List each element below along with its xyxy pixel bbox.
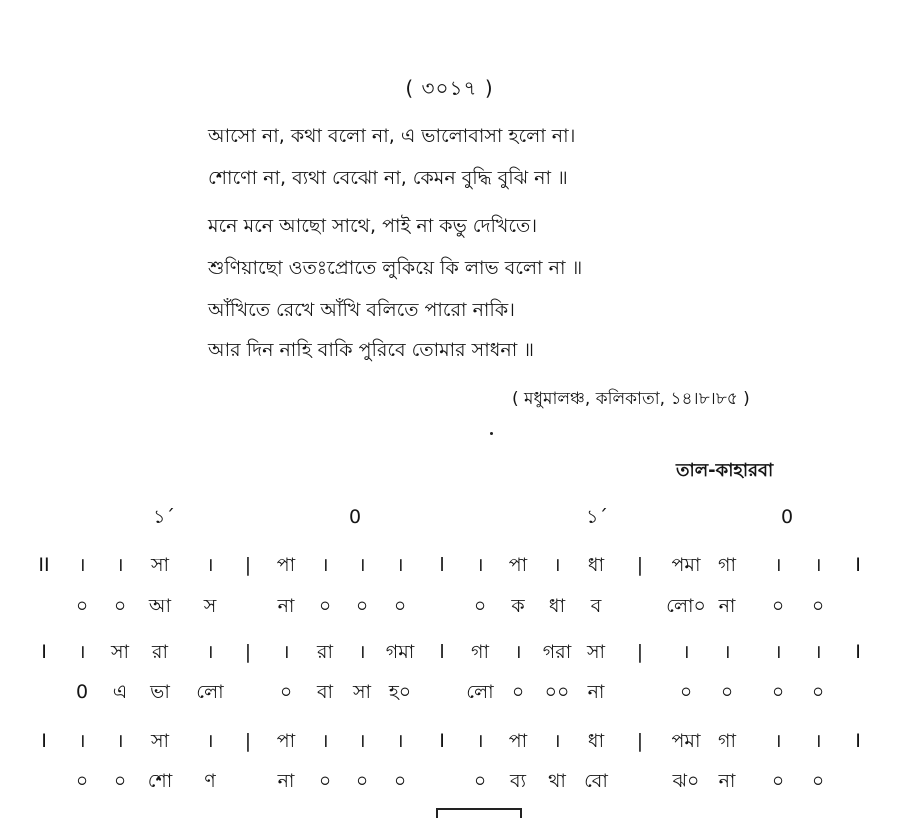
lyric-syllable: বা xyxy=(316,681,334,703)
swara-cell: । xyxy=(396,554,404,576)
lyric-syllable: ০ xyxy=(318,770,332,792)
swara-cell: । xyxy=(814,730,822,752)
lyric-syllable: ০ xyxy=(75,595,89,617)
lyric-syllable: ০ xyxy=(720,681,734,703)
swara-cell: গরা xyxy=(542,641,572,663)
swara-cell: । xyxy=(78,554,86,576)
swara-cell: । xyxy=(774,730,782,752)
swara-row-3 xyxy=(0,726,899,756)
swara-cell: ধা xyxy=(587,554,605,576)
ink-dot xyxy=(490,432,493,435)
verse-line-6: আর দিন নাহি বাকি পুরিবে তোমার সাধনা ॥ xyxy=(208,339,535,361)
lyric-syllable: ব xyxy=(590,595,602,617)
swara-cell: পা xyxy=(276,554,296,576)
swara-cell: I xyxy=(41,730,47,752)
lyric-syllable: ০ xyxy=(113,595,127,617)
lyric-syllable: লো০ xyxy=(666,595,706,617)
lyric-syllable: ০ xyxy=(393,770,407,792)
swara-cell: ধা xyxy=(587,730,605,752)
beat-mark: ১´ xyxy=(586,506,608,528)
swara-cell: । xyxy=(774,641,782,663)
swara-row-2 xyxy=(0,637,899,667)
lyric-syllable: বো xyxy=(584,770,608,792)
swara-cell: । xyxy=(723,641,731,663)
lyric-syllable: ০ xyxy=(771,595,785,617)
swara-cell: গমা xyxy=(385,641,415,663)
lyric-syllable: না xyxy=(587,681,605,703)
verse-line-5: আঁখিতে রেখে আঁখি বলিতে পারো নাকি। xyxy=(208,299,515,321)
lyric-syllable: আ xyxy=(148,595,172,617)
lyric-syllable: না xyxy=(277,595,295,617)
lyric-syllable: এ xyxy=(112,681,128,703)
swara-cell: । xyxy=(476,554,484,576)
swara-cell: | xyxy=(636,554,644,576)
swara-cell: । xyxy=(206,730,214,752)
lyric-syllable: ০ xyxy=(771,681,785,703)
swara-cell: | xyxy=(244,641,252,663)
tala-label: তাল-কাহারবা xyxy=(676,460,774,481)
lyric-syllable: লো xyxy=(196,681,224,703)
swara-cell: । xyxy=(206,641,214,663)
swara-cell: গা xyxy=(718,730,736,752)
swara-cell: । xyxy=(476,730,484,752)
lyric-syllable: স xyxy=(203,595,217,617)
lyric-syllable: ০ xyxy=(811,770,825,792)
verse-line-1: আসো না, কথা বলো না, এ ভালোবাসা হলো না। xyxy=(208,125,576,147)
swara-cell: I xyxy=(855,730,861,752)
swara-cell: পমা xyxy=(671,730,701,752)
swara-cell: গা xyxy=(718,554,736,576)
lyric-syllable: লো xyxy=(466,681,494,703)
swara-cell: II xyxy=(38,554,50,576)
beat-mark: 0 xyxy=(780,506,794,528)
swara-cell: সা xyxy=(110,641,130,663)
beat-mark-row xyxy=(0,502,899,532)
beat-mark: ১´ xyxy=(153,506,175,528)
lyric-row-1 xyxy=(0,591,899,621)
lyric-syllable: ০ xyxy=(811,595,825,617)
lyric-syllable: ০০ xyxy=(544,681,570,703)
swara-cell: | xyxy=(244,730,252,752)
swara-cell: । xyxy=(553,554,561,576)
swara-cell: সা xyxy=(586,641,606,663)
swara-cell: । xyxy=(282,641,290,663)
lyric-syllable: সা xyxy=(352,681,372,703)
swara-cell: । xyxy=(78,641,86,663)
beat-mark: 0 xyxy=(348,506,362,528)
lyric-syllable: ০ xyxy=(75,770,89,792)
lyric-row-3 xyxy=(0,766,899,796)
lyric-syllable: ণ xyxy=(204,770,216,792)
lyric-syllable: না xyxy=(718,595,736,617)
lyric-syllable: না xyxy=(718,770,736,792)
lyric-syllable: ০ xyxy=(771,770,785,792)
lyric-syllable: শো xyxy=(147,770,173,792)
swara-cell: পা xyxy=(508,730,528,752)
swara-cell: । xyxy=(514,641,522,663)
swara-cell: । xyxy=(321,554,329,576)
swara-cell: । xyxy=(774,554,782,576)
swara-cell: l xyxy=(439,554,445,576)
song-number: ( ৩০১৭ ) xyxy=(405,76,494,100)
lyric-syllable: ০ xyxy=(511,681,525,703)
lyric-syllable: ০ xyxy=(473,770,487,792)
lyric-syllable: ক xyxy=(511,595,525,617)
swara-cell: । xyxy=(814,554,822,576)
lyric-syllable: ০ xyxy=(679,681,693,703)
swara-cell: I xyxy=(855,641,861,663)
swara-cell: । xyxy=(116,554,124,576)
lyric-syllable: থা xyxy=(548,770,566,792)
lyric-row-2 xyxy=(0,677,899,707)
lyric-syllable: ০ xyxy=(355,595,369,617)
swara-cell: | xyxy=(244,554,252,576)
swara-cell: । xyxy=(814,641,822,663)
swara-cell: রা xyxy=(152,641,168,663)
swara-cell: | xyxy=(636,641,644,663)
verse-line-3: মনে মনে আছো সাথে, পাই না কভু দেখিতে। xyxy=(208,215,538,237)
swara-cell: । xyxy=(358,641,366,663)
lyric-syllable: ০ xyxy=(279,681,293,703)
swara-cell: । xyxy=(206,554,214,576)
swara-cell: I xyxy=(855,554,861,576)
lyric-syllable: ০ xyxy=(393,595,407,617)
lyric-syllable: ভা xyxy=(150,681,170,703)
swara-cell: । xyxy=(396,730,404,752)
swara-row-1 xyxy=(0,550,899,580)
swara-cell: । xyxy=(321,730,329,752)
swara-cell: পা xyxy=(508,554,528,576)
verse-line-4: শুণিয়াছো ওতঃপ্রোতে লুকিয়ে কি লাভ বলো না ॥ xyxy=(208,257,583,279)
lyric-syllable: ০ xyxy=(355,770,369,792)
swara-cell: রা xyxy=(317,641,333,663)
lyric-syllable: 0 xyxy=(75,681,89,703)
swara-cell: পা xyxy=(276,730,296,752)
swara-cell: | xyxy=(636,730,644,752)
swara-cell: I xyxy=(41,641,47,663)
lyric-syllable: ০ xyxy=(113,770,127,792)
lyric-syllable: ধা xyxy=(548,595,566,617)
lyric-syllable: না xyxy=(277,770,295,792)
verse-line-2: শোণো না, ব্যথা বেঝো না, কেমন বুদ্ধি বুঝি না ॥ xyxy=(208,167,568,189)
swara-cell: সা xyxy=(150,730,170,752)
lyric-syllable: হ০ xyxy=(388,681,412,703)
swara-cell: পমা xyxy=(671,554,701,576)
swara-cell: I xyxy=(439,730,445,752)
swara-cell: । xyxy=(78,730,86,752)
swara-cell: সা xyxy=(150,554,170,576)
swara-cell: । xyxy=(682,641,690,663)
lyric-syllable: ঝ০ xyxy=(672,770,700,792)
swara-cell: । xyxy=(116,730,124,752)
lyric-syllable: ব্য xyxy=(509,770,527,792)
swara-cell: । xyxy=(358,730,366,752)
composition-credit: ( মধুমালঞ্চ, কলিকাতা, ১৪।৮।৮৫ ) xyxy=(512,389,750,409)
swara-cell: গা xyxy=(471,641,489,663)
lyric-syllable: ০ xyxy=(318,595,332,617)
lyric-syllable: ০ xyxy=(473,595,487,617)
swara-cell: । xyxy=(358,554,366,576)
swara-cell: l xyxy=(439,641,445,663)
lyric-syllable: ০ xyxy=(811,681,825,703)
swara-cell: । xyxy=(553,730,561,752)
